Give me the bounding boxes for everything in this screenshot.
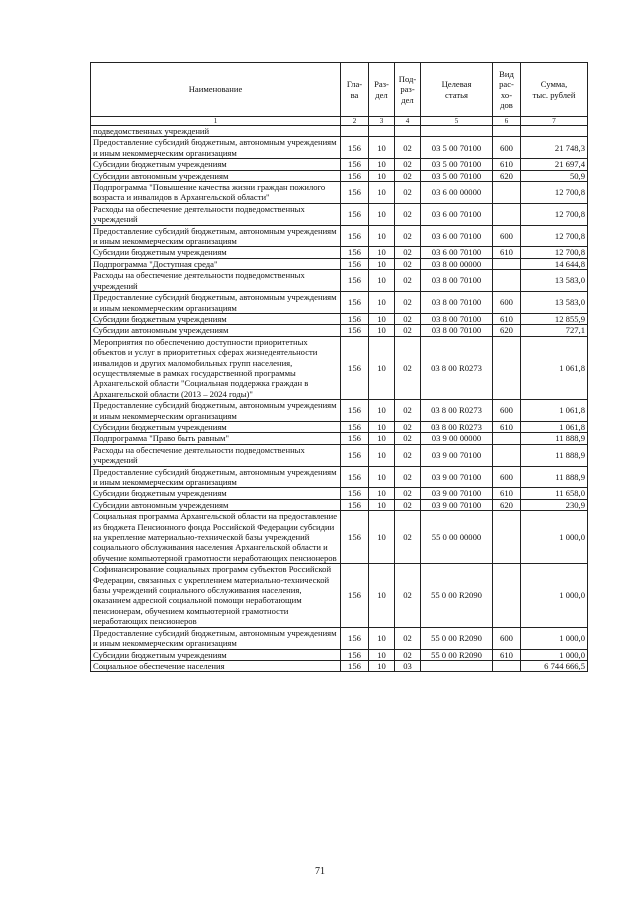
row-podrazdel: 02 xyxy=(395,203,421,225)
row-name: Субсидии автономным учреждениям xyxy=(91,170,341,181)
table-row xyxy=(91,499,588,510)
table-row xyxy=(91,270,588,292)
row-target-article: 03 8 00 70100 xyxy=(421,292,493,314)
header-target: Целевая статья xyxy=(421,63,493,117)
row-podrazdel: 02 xyxy=(395,444,421,466)
row-expense-type: 610 xyxy=(493,313,521,324)
table-row xyxy=(91,203,588,225)
table-row xyxy=(91,126,588,137)
table-row xyxy=(91,137,588,159)
table-row xyxy=(91,466,588,488)
row-sum: 230,9 xyxy=(521,499,588,510)
row-sum: 11 888,9 xyxy=(521,433,588,444)
row-expense-type: 600 xyxy=(493,292,521,314)
row-sum: 14 644,8 xyxy=(521,258,588,269)
row-podrazdel: 02 xyxy=(395,499,421,510)
row-sum: 13 583,0 xyxy=(521,292,588,314)
row-expense-type xyxy=(493,203,521,225)
row-expense-type xyxy=(493,258,521,269)
row-sum: 12 855,9 xyxy=(521,313,588,324)
row-expense-type: 610 xyxy=(493,247,521,258)
row-podrazdel: 02 xyxy=(395,649,421,660)
row-expense-type xyxy=(493,660,521,671)
row-razdel: 10 xyxy=(369,203,395,225)
table-row xyxy=(91,325,588,336)
table-row xyxy=(91,421,588,432)
row-glava: 156 xyxy=(341,499,369,510)
row-razdel: 10 xyxy=(369,270,395,292)
header-razdel: Раз- дел xyxy=(369,63,395,117)
row-sum: 50,9 xyxy=(521,170,588,181)
row-name: Расходы на обеспечение деятельности подведомственных учреждений xyxy=(91,203,341,225)
row-expense-type: 610 xyxy=(493,159,521,170)
row-expense-type: 600 xyxy=(493,466,521,488)
row-sum: 1 061,8 xyxy=(521,421,588,432)
row-podrazdel: 02 xyxy=(395,627,421,649)
row-razdel: 10 xyxy=(369,444,395,466)
row-target-article: 03 8 00 00000 xyxy=(421,258,493,269)
row-name: Субсидии автономным учреждениям xyxy=(91,325,341,336)
row-podrazdel: 02 xyxy=(395,433,421,444)
row-razdel: 10 xyxy=(369,627,395,649)
row-sum: 1 000,0 xyxy=(521,649,588,660)
row-glava: 156 xyxy=(341,137,369,159)
row-glava: 156 xyxy=(341,466,369,488)
row-expense-type xyxy=(493,564,521,627)
row-expense-type: 620 xyxy=(493,325,521,336)
row-sum: 12 700,8 xyxy=(521,247,588,258)
row-target-article: 03 9 00 70100 xyxy=(421,444,493,466)
table-row xyxy=(91,433,588,444)
row-name: Предоставление субсидий бюджетным, автономным учреждениям и иным некоммерческим организациям xyxy=(91,627,341,649)
row-target-article: 55 0 00 R2090 xyxy=(421,627,493,649)
row-expense-type xyxy=(493,270,521,292)
row-razdel: 10 xyxy=(369,170,395,181)
row-razdel: 10 xyxy=(369,313,395,324)
row-expense-type xyxy=(493,511,521,564)
row-expense-type: 620 xyxy=(493,499,521,510)
row-podrazdel: 02 xyxy=(395,182,421,204)
row-sum: 21 748,3 xyxy=(521,137,588,159)
row-glava: 156 xyxy=(341,159,369,170)
row-expense-type xyxy=(493,182,521,204)
row-razdel: 10 xyxy=(369,336,395,399)
row-sum: 1 000,0 xyxy=(521,511,588,564)
row-razdel: 10 xyxy=(369,400,395,422)
row-target-article: 03 8 00 70100 xyxy=(421,313,493,324)
row-target-article: 55 0 00 00000 xyxy=(421,511,493,564)
row-target-article: 55 0 00 R2090 xyxy=(421,649,493,660)
table-row xyxy=(91,170,588,181)
row-sum: 12 700,8 xyxy=(521,203,588,225)
row-razdel: 10 xyxy=(369,225,395,247)
row-podrazdel: 02 xyxy=(395,159,421,170)
row-target-article xyxy=(421,660,493,671)
row-expense-type xyxy=(493,336,521,399)
row-razdel xyxy=(369,126,395,137)
row-razdel: 10 xyxy=(369,433,395,444)
row-podrazdel: 02 xyxy=(395,270,421,292)
header-name: Наименование xyxy=(91,63,341,117)
row-sum: 12 700,8 xyxy=(521,182,588,204)
row-glava: 156 xyxy=(341,247,369,258)
row-expense-type: 610 xyxy=(493,421,521,432)
row-podrazdel: 02 xyxy=(395,466,421,488)
row-name: Субсидии бюджетным учреждениям xyxy=(91,247,341,258)
row-expense-type: 610 xyxy=(493,488,521,499)
row-podrazdel: 02 xyxy=(395,247,421,258)
row-name: Мероприятия по обеспечению доступности приоритетных объектов и услуг в приоритетных сферах жизнедеятельности инвалидов и других маломобильных групп населения, осуществляемые в рамках государственной программы Архангельской области "Социальная поддержка граждан в Архангельской области (2013 – 2024 годы)" xyxy=(91,336,341,399)
row-razdel: 10 xyxy=(369,159,395,170)
row-expense-type: 620 xyxy=(493,170,521,181)
table-row xyxy=(91,400,588,422)
row-glava: 156 xyxy=(341,325,369,336)
column-number: 1 xyxy=(91,117,341,126)
row-razdel: 10 xyxy=(369,511,395,564)
row-razdel: 10 xyxy=(369,499,395,510)
row-target-article: 03 9 00 70100 xyxy=(421,499,493,510)
row-name: Субсидии бюджетным учреждениям xyxy=(91,488,341,499)
row-target-article: 03 9 00 00000 xyxy=(421,433,493,444)
row-expense-type: 600 xyxy=(493,225,521,247)
row-target-article xyxy=(421,126,493,137)
row-target-article: 03 8 00 70100 xyxy=(421,325,493,336)
column-number: 4 xyxy=(395,117,421,126)
row-podrazdel: 03 xyxy=(395,660,421,671)
row-glava: 156 xyxy=(341,313,369,324)
row-name: подведомственных учреждений xyxy=(91,126,341,137)
row-name: Софинансирование социальных программ субъектов Российской Федерации, связанных с укреплением материально-технической базы учреждений социального обслуживания населения, оказанием адресной социальной помощи неработающим пенсионерам, обучением компьютерной грамотности неработающих пенсионеров xyxy=(91,564,341,627)
row-razdel: 10 xyxy=(369,649,395,660)
row-glava: 156 xyxy=(341,433,369,444)
row-name: Субсидии бюджетным учреждениям xyxy=(91,649,341,660)
row-target-article: 03 5 00 70100 xyxy=(421,137,493,159)
column-number: 6 xyxy=(493,117,521,126)
row-glava: 156 xyxy=(341,488,369,499)
row-expense-type: 600 xyxy=(493,137,521,159)
row-sum: 727,1 xyxy=(521,325,588,336)
row-glava: 156 xyxy=(341,400,369,422)
row-name: Подпрограмма "Право быть равным" xyxy=(91,433,341,444)
row-sum: 11 888,9 xyxy=(521,444,588,466)
row-sum: 1 000,0 xyxy=(521,627,588,649)
row-sum: 1 061,8 xyxy=(521,400,588,422)
row-glava: 156 xyxy=(341,292,369,314)
row-podrazdel: 02 xyxy=(395,511,421,564)
table-row xyxy=(91,336,588,399)
row-sum: 1 000,0 xyxy=(521,564,588,627)
row-razdel: 10 xyxy=(369,182,395,204)
row-glava: 156 xyxy=(341,660,369,671)
row-razdel: 10 xyxy=(369,137,395,159)
row-target-article: 03 8 00 R0273 xyxy=(421,400,493,422)
table-row xyxy=(91,159,588,170)
row-name: Подпрограмма "Повышение качества жизни граждан пожилого возраста и инвалидов в Архангельской области" xyxy=(91,182,341,204)
row-target-article: 03 5 00 70100 xyxy=(421,170,493,181)
table-row xyxy=(91,182,588,204)
header-row xyxy=(91,63,588,117)
row-name: Субсидии бюджетным учреждениям xyxy=(91,313,341,324)
row-target-article: 03 5 00 70100 xyxy=(421,159,493,170)
row-name: Субсидии бюджетным учреждениям xyxy=(91,159,341,170)
row-razdel: 10 xyxy=(369,660,395,671)
row-podrazdel: 02 xyxy=(395,325,421,336)
row-razdel: 10 xyxy=(369,292,395,314)
row-podrazdel: 02 xyxy=(395,258,421,269)
row-razdel: 10 xyxy=(369,564,395,627)
row-podrazdel: 02 xyxy=(395,421,421,432)
row-name: Социальное обеспечение населения xyxy=(91,660,341,671)
row-glava: 156 xyxy=(341,182,369,204)
row-sum: 21 697,4 xyxy=(521,159,588,170)
row-razdel: 10 xyxy=(369,421,395,432)
row-expense-type xyxy=(493,126,521,137)
row-expense-type xyxy=(493,433,521,444)
table-row xyxy=(91,564,588,627)
row-podrazdel: 02 xyxy=(395,400,421,422)
column-number: 7 xyxy=(521,117,588,126)
table-row xyxy=(91,627,588,649)
row-expense-type: 600 xyxy=(493,627,521,649)
table-row xyxy=(91,225,588,247)
row-target-article: 03 9 00 70100 xyxy=(421,488,493,499)
row-razdel: 10 xyxy=(369,466,395,488)
table-row xyxy=(91,313,588,324)
row-glava: 156 xyxy=(341,258,369,269)
table-row xyxy=(91,488,588,499)
row-target-article: 03 6 00 70100 xyxy=(421,225,493,247)
row-target-article: 03 8 00 R0273 xyxy=(421,336,493,399)
row-glava xyxy=(341,126,369,137)
row-name: Социальная программа Архангельской области на предоставление из бюджета Пенсионного фонда Российской Федерации субсидии на укрепление материально-технической базы учреждений социального обслуживания населения Архангельской области и обучение компьютерной грамотности неработающих пенсионеров xyxy=(91,511,341,564)
budget-table xyxy=(90,62,588,672)
table-row xyxy=(91,444,588,466)
row-sum: 1 061,8 xyxy=(521,336,588,399)
row-glava: 156 xyxy=(341,336,369,399)
row-sum: 6 744 666,5 xyxy=(521,660,588,671)
table-row xyxy=(91,247,588,258)
row-name: Расходы на обеспечение деятельности подведомственных учреждений xyxy=(91,444,341,466)
row-glava: 156 xyxy=(341,421,369,432)
row-glava: 156 xyxy=(341,225,369,247)
column-number-row xyxy=(91,117,588,126)
row-podrazdel xyxy=(395,126,421,137)
header-podrazdel: Под- раз- дел xyxy=(395,63,421,117)
column-number: 5 xyxy=(421,117,493,126)
row-target-article: 03 6 00 70100 xyxy=(421,203,493,225)
row-glava: 156 xyxy=(341,511,369,564)
table-row xyxy=(91,511,588,564)
row-podrazdel: 02 xyxy=(395,488,421,499)
row-name: Предоставление субсидий бюджетным, автономным учреждениям и иным некоммерческим организациям xyxy=(91,466,341,488)
row-glava: 156 xyxy=(341,627,369,649)
row-sum: 11 888,9 xyxy=(521,466,588,488)
row-name: Субсидии автономным учреждениям xyxy=(91,499,341,510)
row-podrazdel: 02 xyxy=(395,564,421,627)
table-row xyxy=(91,292,588,314)
row-target-article: 03 9 00 70100 xyxy=(421,466,493,488)
table-row xyxy=(91,258,588,269)
row-podrazdel: 02 xyxy=(395,137,421,159)
row-sum xyxy=(521,126,588,137)
row-name: Расходы на обеспечение деятельности подведомственных учреждений xyxy=(91,270,341,292)
row-expense-type xyxy=(493,444,521,466)
column-number: 2 xyxy=(341,117,369,126)
row-expense-type: 600 xyxy=(493,400,521,422)
row-expense-type: 610 xyxy=(493,649,521,660)
row-name: Предоставление субсидий бюджетным, автономным учреждениям и иным некоммерческим организациям xyxy=(91,225,341,247)
column-number: 3 xyxy=(369,117,395,126)
row-target-article: 03 6 00 00000 xyxy=(421,182,493,204)
row-glava: 156 xyxy=(341,203,369,225)
row-podrazdel: 02 xyxy=(395,336,421,399)
row-podrazdel: 02 xyxy=(395,313,421,324)
row-glava: 156 xyxy=(341,564,369,627)
row-name: Предоставление субсидий бюджетным, автономным учреждениям и иным некоммерческим организациям xyxy=(91,400,341,422)
row-sum: 12 700,8 xyxy=(521,225,588,247)
row-podrazdel: 02 xyxy=(395,170,421,181)
row-target-article: 03 6 00 70100 xyxy=(421,247,493,258)
row-razdel: 10 xyxy=(369,488,395,499)
row-name: Предоставление субсидий бюджетным, автономным учреждениям и иным некоммерческим организациям xyxy=(91,137,341,159)
table-row xyxy=(91,660,588,671)
row-glava: 156 xyxy=(341,270,369,292)
header-glava: Гла- ва xyxy=(341,63,369,117)
row-target-article: 55 0 00 R2090 xyxy=(421,564,493,627)
row-sum: 13 583,0 xyxy=(521,270,588,292)
header-sum: Сумма, тыс. рублей xyxy=(521,63,588,117)
row-target-article: 03 8 00 R0273 xyxy=(421,421,493,432)
page-number: 71 xyxy=(315,866,325,877)
row-podrazdel: 02 xyxy=(395,292,421,314)
row-razdel: 10 xyxy=(369,247,395,258)
row-podrazdel: 02 xyxy=(395,225,421,247)
header-vid: Вид рас- хо- дов xyxy=(493,63,521,117)
row-name: Подпрограмма "Доступная среда" xyxy=(91,258,341,269)
row-name: Субсидии бюджетным учреждениям xyxy=(91,421,341,432)
row-name: Предоставление субсидий бюджетным, автономным учреждениям и иным некоммерческим организациям xyxy=(91,292,341,314)
row-sum: 11 658,0 xyxy=(521,488,588,499)
row-glava: 156 xyxy=(341,170,369,181)
row-razdel: 10 xyxy=(369,258,395,269)
row-razdel: 10 xyxy=(369,325,395,336)
table-row xyxy=(91,649,588,660)
row-glava: 156 xyxy=(341,444,369,466)
row-glava: 156 xyxy=(341,649,369,660)
row-target-article: 03 8 00 70100 xyxy=(421,270,493,292)
table-body xyxy=(91,126,588,672)
